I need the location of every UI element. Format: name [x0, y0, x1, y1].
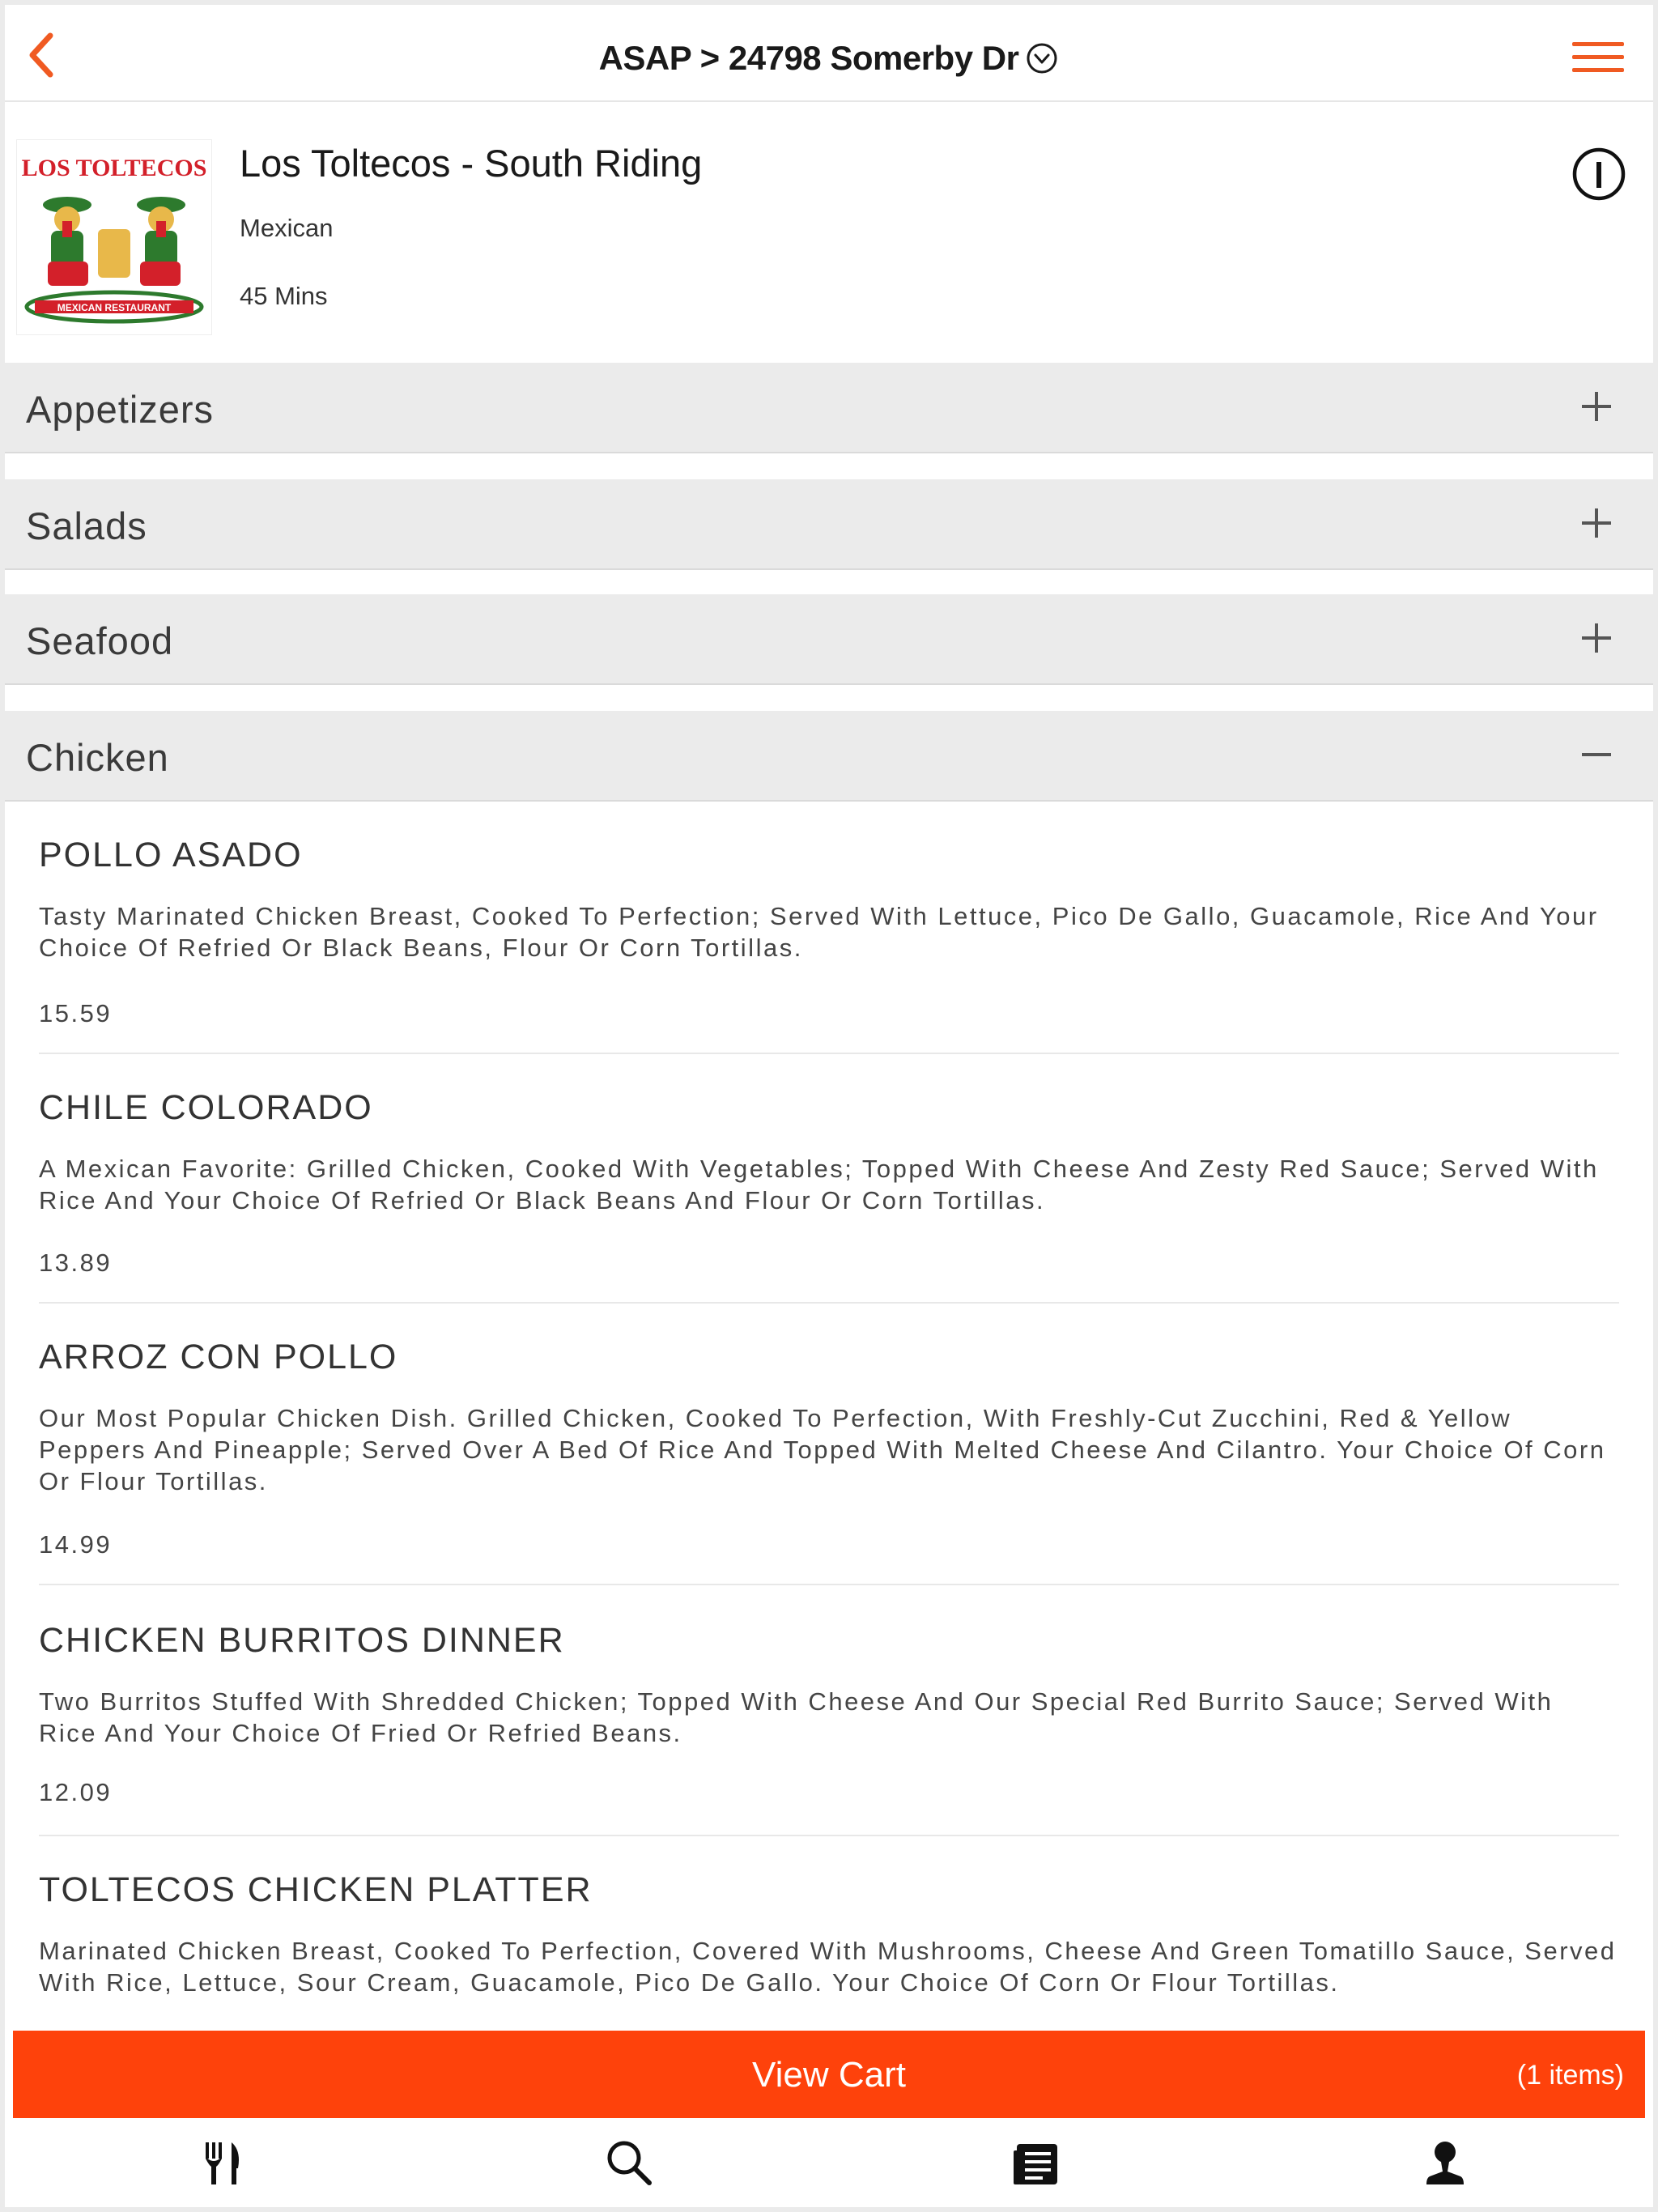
item-price: 14.99 — [39, 1530, 113, 1559]
category-label: Salads — [26, 504, 147, 547]
orders-icon — [1009, 2134, 1065, 2191]
view-cart-button[interactable] — [13, 2031, 1645, 2118]
item-name: CHICKEN BURRITOS DINNER — [39, 1621, 565, 1660]
restaurant-info — [5, 104, 1653, 361]
menu-line-icon — [1572, 55, 1624, 59]
category-label: Chicken — [26, 736, 169, 779]
tab-profile[interactable] — [1417, 2134, 1473, 2191]
info-icon — [1571, 146, 1627, 202]
restaurant-info-button[interactable] — [1571, 146, 1627, 202]
category-label: Seafood — [26, 619, 174, 662]
category-chicken[interactable] — [5, 711, 1653, 802]
category-label: Appetizers — [26, 388, 215, 431]
item-description: A Mexican Favorite: Grilled Chicken, Cooked With Vegetables; Topped With Cheese And Zesty Red Sauce; Served With Rice And Your Choice Of Refried Or Black Beans And Flour Or Corn Tortillas. — [39, 1155, 1599, 1214]
svg-text:LOS TOLTECOS: LOS TOLTECOS — [21, 155, 207, 181]
restaurant-name: Los Toltecos - South Riding — [240, 142, 703, 185]
item-price: 13.89 — [39, 1249, 113, 1277]
item-description: Two Burritos Stuffed With Shredded Chicken; Topped With Cheese And Our Special Red Burrito Sauce; Served With Rice And Your Choice Of Fried Or Refried Beans. — [39, 1687, 1554, 1747]
chevron-down-circle-icon — [1025, 41, 1059, 75]
item-name: ARROZ CON POLLO — [39, 1338, 398, 1376]
menu-item[interactable] — [39, 836, 1619, 1054]
logo-image-icon — [17, 140, 211, 334]
bottom-tab-bar — [5, 2120, 1653, 2207]
menu-item[interactable] — [39, 1621, 1619, 1836]
tab-search[interactable] — [601, 2134, 657, 2191]
item-description: Tasty Marinated Chicken Breast, Cooked To Perfection; Served With Lettuce, Pico De Gallo, Guacamole, Rice And Your Choice Of Refried Or Black Beans, Flour Or Corn Tortillas. — [39, 902, 1599, 962]
hamburger-menu-button[interactable] — [1572, 42, 1624, 74]
category-appetizers[interactable] — [5, 363, 1653, 453]
plus-icon — [1579, 505, 1614, 541]
delivery-time: 45 Mins — [240, 282, 328, 310]
delivery-address-selector[interactable] — [5, 39, 1653, 78]
item-name: TOLTECOS CHICKEN PLATTER — [39, 1870, 593, 1909]
item-description: Our Most Popular Chicken Dish. Grilled Chicken, Cooked To Perfection, With Freshly-Cut Zucchini, Red & Yellow Peppers And Pineapple; Served Over A Bed Of Rice And Topped With Melted Cheese And Cilantro. Your Choice Of Corn Or Flour Tortillas. — [39, 1404, 1606, 1495]
plus-icon — [1579, 620, 1614, 656]
fork-knife-icon — [194, 2134, 251, 2191]
plus-icon — [1579, 389, 1614, 424]
item-price: 12.09 — [39, 1778, 113, 1806]
tab-menu[interactable] — [194, 2134, 251, 2191]
search-icon — [601, 2134, 657, 2191]
cart-item-count: (1 items) — [1516, 2060, 1624, 2091]
view-cart-label: View Cart — [752, 2055, 906, 2095]
menu-line-icon — [1572, 42, 1624, 46]
minus-icon — [1579, 737, 1614, 772]
menu-item[interactable] — [39, 1338, 1619, 1585]
item-name: CHILE COLORADO — [39, 1088, 373, 1127]
header-title: ASAP > 24798 Somerby Dr — [598, 39, 1019, 77]
menu-line-icon — [1572, 68, 1624, 72]
category-seafood[interactable] — [5, 594, 1653, 685]
item-name: POLLO ASADO — [39, 836, 303, 874]
restaurant-cuisine: Mexican — [240, 214, 334, 242]
svg-text:MEXICAN RESTAURANT: MEXICAN RESTAURANT — [57, 302, 172, 313]
tab-orders[interactable] — [1009, 2134, 1065, 2191]
top-nav-bar — [5, 5, 1653, 102]
app-screen — [5, 5, 1653, 2207]
category-salads[interactable] — [5, 479, 1653, 570]
profile-icon — [1417, 2134, 1473, 2191]
item-price: 15.59 — [39, 999, 113, 1027]
restaurant-logo — [16, 139, 212, 335]
menu-item[interactable] — [39, 1088, 1619, 1304]
item-description: Marinated Chicken Breast, Cooked To Perfection, Covered With Mushrooms, Cheese And Green Tomatillo Sauce, Served With Rice, Lettuce, Sour Cream, Guacamole, Pico De Gallo. Your Choice Of Corn Or Flour Tortillas. — [39, 1937, 1617, 1997]
